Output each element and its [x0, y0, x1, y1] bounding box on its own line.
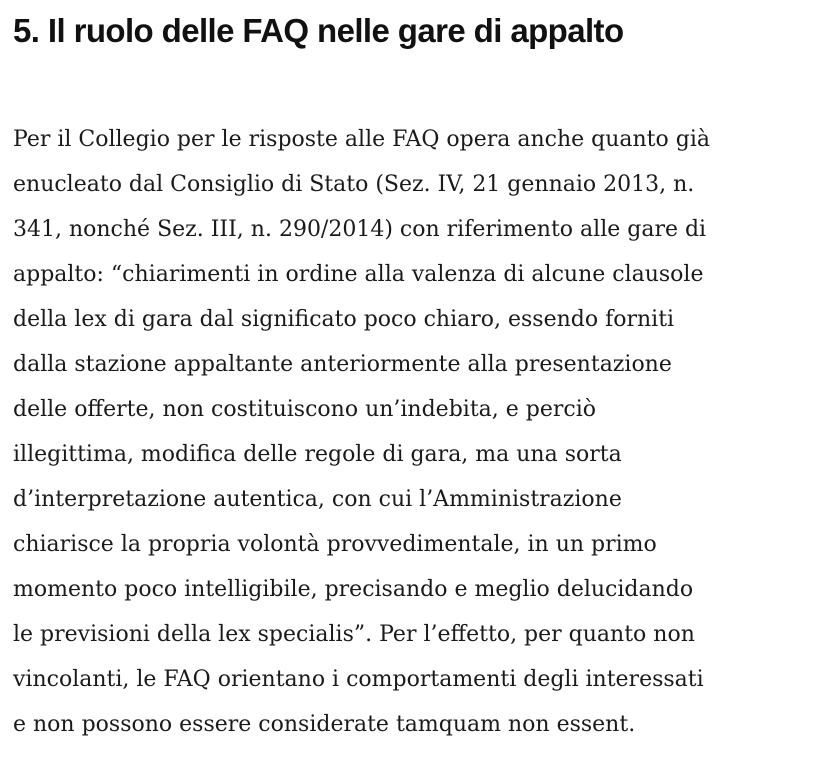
- paragraph-line: delle offerte, non costituiscono un’indebita, e perciò: [13, 397, 596, 422]
- paragraph-line: della lex di gara dal significato poco chiaro, essendo forniti: [13, 307, 675, 332]
- paragraph-line: e non possono essere considerate tamquam non essent.: [13, 712, 636, 737]
- section-heading: 5. Il ruolo delle FAQ nelle gare di appalto: [13, 12, 624, 49]
- paragraph-line: le previsioni della lex specialis”. Per l’effetto, per quanto non: [13, 622, 695, 647]
- article-paragraph: [13, 117, 798, 747]
- paragraph-line: appalto: “chiarimenti in ordine alla valenza di alcune clausole: [13, 262, 704, 287]
- paragraph-line: dalla stazione appaltante anteriormente alla presentazione: [13, 352, 672, 377]
- paragraph-line: enucleato dal Consiglio di Stato (Sez. IV, 21 gennaio 2013, n.: [13, 172, 695, 197]
- paragraph-line: 341, nonché Sez. III, n. 290/2014) con riferimento alle gare di: [13, 217, 707, 242]
- paragraph-line: chiarisce la propria volontà provvedimentale, in un primo: [13, 532, 657, 557]
- paragraph-line: Per il Collegio per le risposte alle FAQ opera anche quanto già: [13, 127, 710, 152]
- paragraph-line: vincolanti, le FAQ orientano i comportamenti degli interessati: [13, 667, 704, 692]
- paragraph-line: illegittima, modifica delle regole di gara, ma una sorta: [13, 442, 622, 467]
- paragraph-line: d’interpretazione autentica, con cui l’Amministrazione: [13, 487, 622, 512]
- paragraph-line: momento poco intelligibile, precisando e meglio delucidando: [13, 577, 694, 602]
